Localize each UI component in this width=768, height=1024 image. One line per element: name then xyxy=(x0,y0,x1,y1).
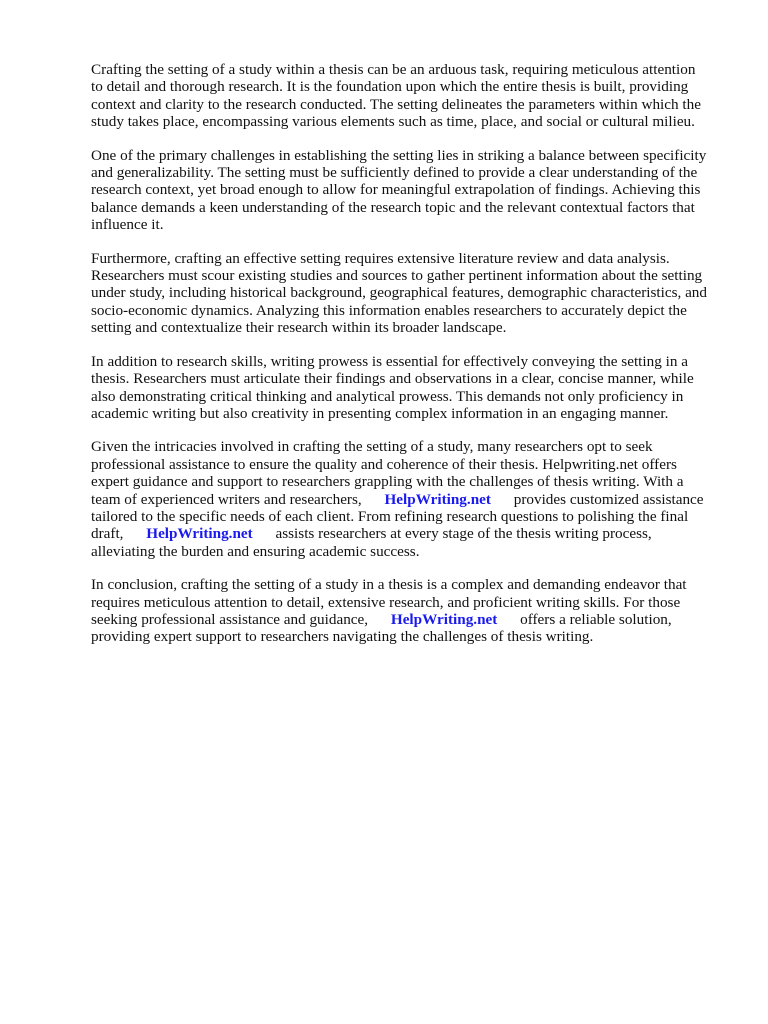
paragraph-writing-prowess: In addition to research skills, writing prowess is essential for effectively conveying the setting in a thesis. Researchers must articulate their findings and observations in a clear, concise manner, while also demonstrating critical thinking and analytical prowess. This demands not only proficiency in academic writing but also creativity in presenting complex information in an engaging manner. xyxy=(91,352,694,422)
helpwriting-link-3[interactable]: HelpWriting.net xyxy=(368,610,521,628)
paragraph-assistance-text-3: assists researchers at every stage of the thesis writing process, alleviating the burden and ensuring academic success. xyxy=(91,525,652,560)
paragraph-challenges: One of the primary challenges in establishing the setting lies in striking a balance between specificity and generalizability. The setting must be sufficiently defined to provide a clear understanding of the research context, yet broad enough to allow for meaningful extrapolation of findings. Achieving this balance demands a keen understanding of the research topic and the relevant contextual factors that influence it. xyxy=(91,146,707,234)
paragraph-intro: Crafting the setting of a study within a thesis can be an arduous task, requiring meticulous attention to detail and thorough research. It is the foundation upon which the entire thesis is built, providing context and clarity to the research conducted. The setting delineates the parameters within which the study takes place, encompassing various elements such as time, place, and social or cultural milieu. xyxy=(91,61,701,131)
paragraph-assistance-text-2: provides customized assistance tailored to the specific needs of each client. From refining research questions to polishing the final draft, xyxy=(91,490,704,543)
helpwriting-link-2[interactable]: HelpWriting.net xyxy=(123,525,276,543)
paragraph-literature-review: Furthermore, crafting an effective setting requires extensive literature review and data analysis. Researchers must scour existing studies and sources to gather pertinent information about the setting under study, including historical background, geographical features, demographic characteristics, and socio-economic dynamics. Analyzing this information enables researchers to accurately depict the setting and contextualize their research within its broader landscape. xyxy=(91,249,707,337)
paragraph-assistance-text-1: Given the intricacies involved in crafting the setting of a study, many researchers opt to seek professional assistance to ensure the quality and coherence of their thesis. Helpwriting.net offers expert guidance and support to researchers grappling with the challenges of thesis writing. With a team of experienced writers and researchers, xyxy=(91,438,684,508)
paragraph-conclusion-text-1: In conclusion, crafting the setting of a study in a thesis is a complex and demanding endeavor that requires meticulous attention to detail, extensive research, and proficient writing skills. For those seeking professional assistance and guidance, xyxy=(91,576,687,628)
document-page xyxy=(91,61,731,662)
paragraph-conclusion-text-2: offers a reliable solution, providing expert support to researchers navigating the challenges of thesis writing. xyxy=(91,610,672,646)
paragraph-conclusion xyxy=(91,576,731,646)
paragraph-assistance xyxy=(91,438,731,560)
helpwriting-link-1[interactable]: HelpWriting.net xyxy=(361,490,514,508)
